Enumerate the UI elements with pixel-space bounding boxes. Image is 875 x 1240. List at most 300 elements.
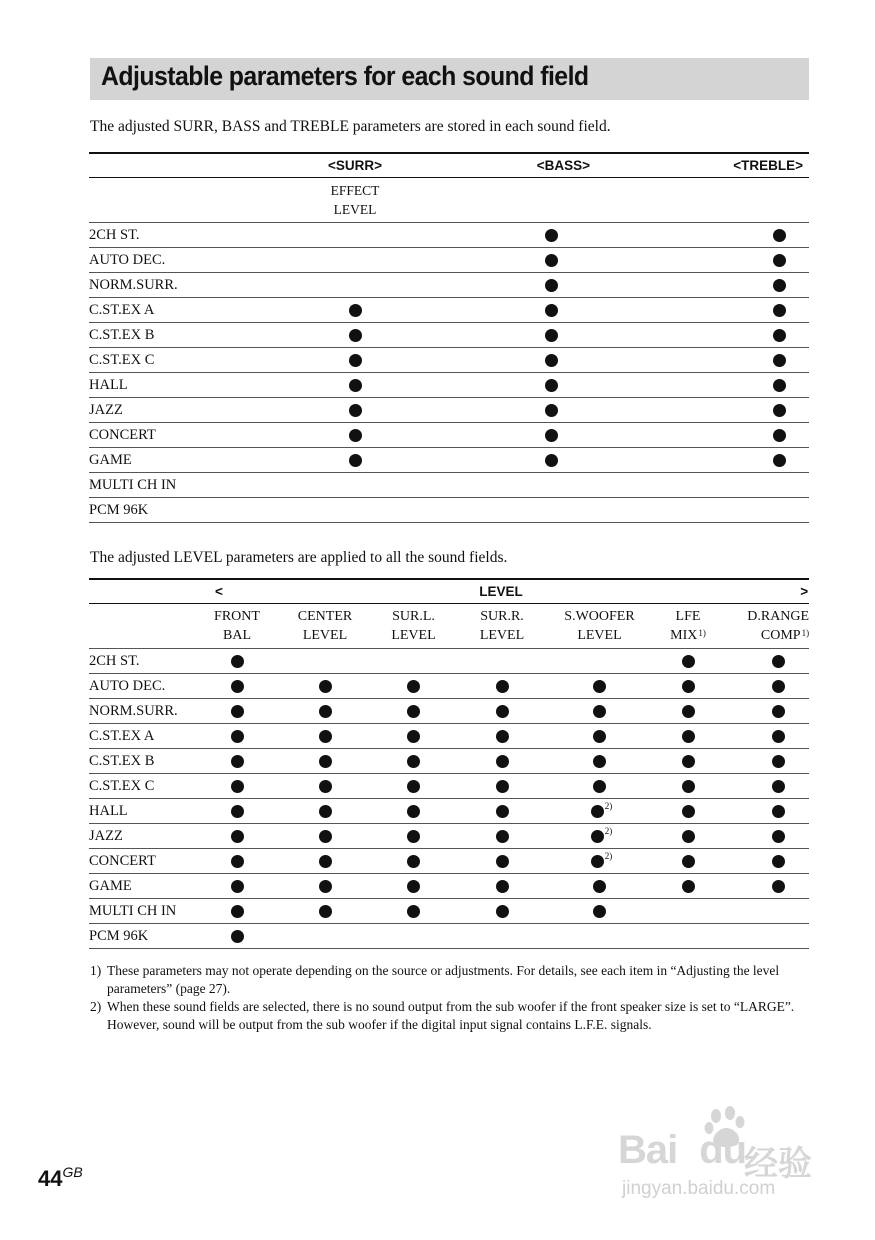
filled-dot-icon [319, 805, 332, 818]
column-header-line2-text: MIX [670, 628, 698, 643]
filled-dot-icon [772, 880, 785, 893]
header-treble: <TREBLE> [645, 153, 809, 178]
row-label: GAME [89, 448, 289, 473]
surr-cell [289, 373, 421, 398]
filled-dot-icon [231, 855, 244, 868]
filled-dot-icon [496, 830, 509, 843]
level-cell [193, 849, 281, 874]
filled-dot-icon [593, 905, 606, 918]
header-empty [89, 579, 193, 604]
bass-cell [421, 473, 645, 498]
table-row [89, 448, 809, 473]
level-cell [458, 874, 546, 899]
table-row [89, 323, 809, 348]
title-bar [90, 58, 809, 100]
row-label: PCM 96K [89, 924, 193, 949]
table-row [89, 398, 809, 423]
level-cell [653, 924, 723, 949]
filled-dot-icon [773, 279, 786, 292]
level-cell [546, 824, 653, 849]
table-row [89, 824, 809, 849]
filled-dot-icon [545, 354, 558, 367]
treble-cell [645, 423, 809, 448]
level-cell [653, 649, 723, 674]
column-header-line2 [546, 626, 653, 645]
filled-dot-icon [593, 730, 606, 743]
level-cell [369, 874, 458, 899]
surr-cell [289, 473, 421, 498]
header-surr: <SURR> [289, 153, 421, 178]
filled-dot-icon [591, 830, 604, 843]
filled-dot-icon [231, 805, 244, 818]
filled-dot-icon [773, 404, 786, 417]
bass-cell [421, 448, 645, 473]
filled-dot-icon [682, 780, 695, 793]
filled-dot-icon [407, 805, 420, 818]
level-cell [458, 924, 546, 949]
row-label: NORM.SURR. [89, 273, 289, 298]
filled-dot-icon [349, 379, 362, 392]
filled-dot-icon [407, 705, 420, 718]
filled-dot-icon [682, 755, 695, 768]
level-cell [369, 674, 458, 699]
level-cell [281, 899, 369, 924]
level-cell [193, 724, 281, 749]
header-level-span [193, 579, 809, 604]
bass-cell [421, 273, 645, 298]
filled-dot-icon [231, 905, 244, 918]
filled-dot-icon [545, 229, 558, 242]
table-row [89, 774, 809, 799]
bass-cell [421, 373, 645, 398]
table-row [89, 899, 809, 924]
level-cell [193, 749, 281, 774]
header-bass: <BASS> [421, 153, 645, 178]
level-cell [653, 799, 723, 824]
level-cell [546, 749, 653, 774]
filled-dot-icon [349, 304, 362, 317]
row-label: C.ST.EX C [89, 774, 193, 799]
filled-dot-icon [407, 755, 420, 768]
table-row [89, 248, 809, 273]
table-row [89, 498, 809, 523]
subheader-empty [89, 178, 289, 223]
filled-dot-icon [496, 705, 509, 718]
filled-dot-icon [231, 705, 244, 718]
table-row [89, 223, 809, 248]
level-parameter-table [89, 578, 809, 949]
row-label: C.ST.EX A [89, 298, 289, 323]
level-cell [369, 899, 458, 924]
level-cell [458, 799, 546, 824]
treble-cell [645, 223, 809, 248]
bass-cell [421, 348, 645, 373]
filled-dot-icon [407, 880, 420, 893]
level-cell [193, 924, 281, 949]
row-label: C.ST.EX A [89, 724, 193, 749]
surr-cell [289, 498, 421, 523]
filled-dot-icon [349, 404, 362, 417]
level-cell [458, 749, 546, 774]
level-cell [723, 799, 809, 824]
level-cell [653, 849, 723, 874]
level-cell [546, 724, 653, 749]
column-header-line2 [281, 626, 369, 645]
column-header-line2-text: LEVEL [302, 628, 348, 643]
filled-dot-icon [545, 454, 558, 467]
intro-text-surr: The adjusted SURR, BASS and TREBLE parameters are stored in each sound field. [90, 118, 611, 135]
row-label: AUTO DEC. [89, 674, 193, 699]
treble-cell [645, 248, 809, 273]
surr-cell [289, 423, 421, 448]
filled-dot-icon [593, 705, 606, 718]
filled-dot-icon [772, 855, 785, 868]
footnote-number: 2) [90, 999, 102, 1014]
row-label: 2CH ST. [89, 649, 193, 674]
bass-cell [421, 398, 645, 423]
filled-dot-icon [496, 680, 509, 693]
surr-cell [289, 273, 421, 298]
table-row [89, 699, 809, 724]
watermark-logo-text: Bai [618, 1128, 678, 1172]
filled-dot-icon [349, 454, 362, 467]
level-cell [193, 874, 281, 899]
filled-dot-icon [545, 404, 558, 417]
filled-dot-icon [773, 229, 786, 242]
sound-field-table [89, 152, 809, 523]
bass-cell [421, 423, 645, 448]
level-cell [369, 924, 458, 949]
filled-dot-icon [593, 880, 606, 893]
intro-text-level: The adjusted LEVEL parameters are applied to all the sound fields. [90, 549, 508, 566]
table-row [89, 273, 809, 298]
level-cell [193, 649, 281, 674]
filled-dot-icon [682, 705, 695, 718]
filled-dot-icon [231, 880, 244, 893]
column-header-line1: SUR.L. [392, 609, 435, 624]
level-cell [458, 674, 546, 699]
level-cell [653, 774, 723, 799]
page-title: Adjustable parameters for each sound field [101, 61, 589, 91]
filled-dot-icon [319, 855, 332, 868]
column-header-line2-text: BAL [223, 628, 251, 643]
table-row [89, 298, 809, 323]
row-label: HALL [89, 799, 193, 824]
treble-cell [645, 398, 809, 423]
table-row [89, 849, 809, 874]
filled-dot-icon [773, 454, 786, 467]
filled-dot-icon [772, 705, 785, 718]
filled-dot-icon [349, 329, 362, 342]
filled-dot-icon [407, 730, 420, 743]
subheader-empty [89, 604, 193, 649]
footnotes [90, 962, 810, 1034]
level-cell [369, 749, 458, 774]
filled-dot-icon [407, 780, 420, 793]
level-cell [281, 849, 369, 874]
filled-dot-icon [591, 855, 604, 868]
column-header [193, 604, 281, 649]
filled-dot-icon [773, 254, 786, 267]
filled-dot-icon [231, 755, 244, 768]
level-cell [458, 849, 546, 874]
filled-dot-icon [593, 780, 606, 793]
filled-dot-icon [496, 780, 509, 793]
level-cell [546, 874, 653, 899]
filled-dot-icon [772, 805, 785, 818]
filled-dot-icon [772, 655, 785, 668]
table-row [89, 373, 809, 398]
filled-dot-icon [407, 855, 420, 868]
watermark-cn-text: 经验 [744, 1144, 812, 1184]
filled-dot-icon [773, 429, 786, 442]
row-label: GAME [89, 874, 193, 899]
filled-dot-icon [349, 429, 362, 442]
column-header-line2-text: LEVEL [391, 628, 436, 643]
bass-cell [421, 323, 645, 348]
level-cell [546, 924, 653, 949]
watermark [618, 1106, 818, 1206]
level-cell [723, 699, 809, 724]
column-header-line1: S.WOOFER [564, 609, 635, 624]
row-label: C.ST.EX C [89, 348, 289, 373]
row-label: AUTO DEC. [89, 248, 289, 273]
filled-dot-icon [319, 730, 332, 743]
filled-dot-icon [593, 755, 606, 768]
filled-dot-icon [682, 730, 695, 743]
filled-dot-icon [231, 680, 244, 693]
level-cell [458, 724, 546, 749]
filled-dot-icon [407, 905, 420, 918]
column-header-line2 [653, 626, 723, 645]
level-cell [281, 874, 369, 899]
table-row [89, 749, 809, 774]
treble-cell [645, 323, 809, 348]
footnote-number: 1) [90, 963, 102, 978]
footnote-text: When these sound fields are selected, there is no sound output from the sub woofer if the front speaker size is set to “LARGE”. However, sound will be output from the sub woofer if the digital input signal contains L.F.E. signals. [107, 999, 795, 1032]
filled-dot-icon [772, 730, 785, 743]
row-label: C.ST.EX B [89, 749, 193, 774]
column-header-line2 [458, 626, 546, 645]
filled-dot-icon [496, 880, 509, 893]
row-label: NORM.SURR. [89, 699, 193, 724]
column-header-line1: LFE [675, 609, 701, 624]
level-cell [546, 649, 653, 674]
row-label: JAZZ [89, 824, 193, 849]
level-cell [653, 724, 723, 749]
filled-dot-icon [231, 830, 244, 843]
table-row [89, 473, 809, 498]
surr-cell [289, 323, 421, 348]
surr-cell [289, 298, 421, 323]
level-cell [546, 674, 653, 699]
filled-dot-icon [545, 429, 558, 442]
header-level-right: > [800, 584, 809, 599]
level-cell [723, 824, 809, 849]
table-row [89, 649, 809, 674]
level-cell [723, 849, 809, 874]
treble-cell [645, 448, 809, 473]
filled-dot-icon [772, 680, 785, 693]
page-number-suffix: GB [62, 1164, 83, 1180]
level-cell [723, 774, 809, 799]
level-cell [281, 924, 369, 949]
subheader-effect-level [289, 178, 421, 223]
footnote-mark: 1) [698, 628, 706, 638]
filled-dot-icon [545, 279, 558, 292]
column-header-line1: SUR.R. [480, 609, 524, 624]
filled-dot-icon [496, 730, 509, 743]
footnote-text: These parameters may not operate depending on the source or adjustments. For details, see each item in “Adjusting the level parameters” (page 27). [107, 963, 780, 996]
treble-cell [645, 373, 809, 398]
level-cell [546, 849, 653, 874]
level-cell [458, 774, 546, 799]
filled-dot-icon [682, 855, 695, 868]
row-label: CONCERT [89, 423, 289, 448]
level-cell [723, 924, 809, 949]
filled-dot-icon [773, 304, 786, 317]
filled-dot-icon [682, 830, 695, 843]
filled-dot-icon [591, 805, 604, 818]
table-row [89, 924, 809, 949]
filled-dot-icon [545, 329, 558, 342]
column-header [369, 604, 458, 649]
surr-cell [289, 248, 421, 273]
column-header-line2 [193, 626, 281, 645]
filled-dot-icon [545, 304, 558, 317]
bass-cell [421, 248, 645, 273]
level-cell [458, 824, 546, 849]
filled-dot-icon [773, 379, 786, 392]
level-cell [281, 724, 369, 749]
filled-dot-icon [319, 880, 332, 893]
table-row [89, 348, 809, 373]
level-cell [193, 899, 281, 924]
treble-cell [645, 473, 809, 498]
table-row [89, 874, 809, 899]
level-cell [546, 774, 653, 799]
header-level-left: < [215, 584, 223, 599]
watermark-url: jingyan.baidu.com [622, 1178, 776, 1199]
filled-dot-icon [682, 680, 695, 693]
level-cell [193, 699, 281, 724]
level-cell [653, 899, 723, 924]
subheader-line1: EFFECT [330, 183, 380, 198]
column-header-line2-text: COMP [760, 628, 801, 643]
row-label: HALL [89, 373, 289, 398]
filled-dot-icon [407, 680, 420, 693]
filled-dot-icon [319, 780, 332, 793]
level-cell [458, 899, 546, 924]
table-row [89, 674, 809, 699]
level-cell [723, 899, 809, 924]
column-header [458, 604, 546, 649]
filled-dot-icon [319, 755, 332, 768]
level-cell [369, 774, 458, 799]
level-cell [281, 699, 369, 724]
level-cell [458, 699, 546, 724]
footnote-mark: 1) [801, 628, 810, 638]
page-number [38, 1166, 83, 1192]
level-cell [546, 799, 653, 824]
bass-cell [421, 498, 645, 523]
filled-dot-icon [545, 254, 558, 267]
bass-cell [421, 223, 645, 248]
subheader-line2: LEVEL [333, 202, 377, 217]
filled-dot-icon [545, 379, 558, 392]
column-header-line1: FRONT [214, 609, 260, 624]
filled-dot-icon [773, 329, 786, 342]
surr-cell [289, 398, 421, 423]
subheader-empty [421, 178, 645, 223]
level-cell [369, 699, 458, 724]
surr-cell [289, 223, 421, 248]
filled-dot-icon [231, 780, 244, 793]
treble-cell [645, 498, 809, 523]
filled-dot-icon [231, 730, 244, 743]
level-cell [546, 899, 653, 924]
column-header [281, 604, 369, 649]
page-number-value: 44 [38, 1166, 63, 1191]
column-header-line1: D.RANGE [747, 609, 810, 624]
level-cell [723, 749, 809, 774]
filled-dot-icon [772, 780, 785, 793]
footnote-1 [90, 962, 810, 998]
row-label: MULTI CH IN [89, 899, 193, 924]
filled-dot-icon [231, 655, 244, 668]
row-label: JAZZ [89, 398, 289, 423]
column-header [723, 604, 809, 649]
level-cell [653, 749, 723, 774]
filled-dot-icon [319, 705, 332, 718]
level-cell [723, 874, 809, 899]
level-cell [193, 774, 281, 799]
filled-dot-icon [407, 830, 420, 843]
watermark-logo-text2: du [699, 1128, 747, 1172]
header-empty [89, 153, 289, 178]
level-cell [281, 649, 369, 674]
level-cell [458, 649, 546, 674]
level-cell [653, 699, 723, 724]
column-header [546, 604, 653, 649]
filled-dot-icon [349, 354, 362, 367]
row-label: 2CH ST. [89, 223, 289, 248]
column-header-line1: CENTER [297, 609, 353, 624]
level-cell [281, 774, 369, 799]
column-header-line2-text: LEVEL [479, 628, 525, 643]
filled-dot-icon [319, 905, 332, 918]
level-cell [369, 824, 458, 849]
filled-dot-icon [496, 905, 509, 918]
level-cell [369, 649, 458, 674]
watermark-logo [618, 1128, 746, 1173]
level-cell [653, 674, 723, 699]
treble-cell [645, 348, 809, 373]
filled-dot-icon [231, 930, 244, 943]
filled-dot-icon [496, 855, 509, 868]
table-row [89, 724, 809, 749]
row-label: MULTI CH IN [89, 473, 289, 498]
filled-dot-icon [682, 880, 695, 893]
level-cell [653, 824, 723, 849]
filled-dot-icon [593, 680, 606, 693]
surr-cell [289, 448, 421, 473]
footnote-2 [90, 998, 810, 1034]
filled-dot-icon [496, 805, 509, 818]
level-cell [193, 674, 281, 699]
filled-dot-icon [319, 830, 332, 843]
column-header-line2 [369, 626, 458, 645]
